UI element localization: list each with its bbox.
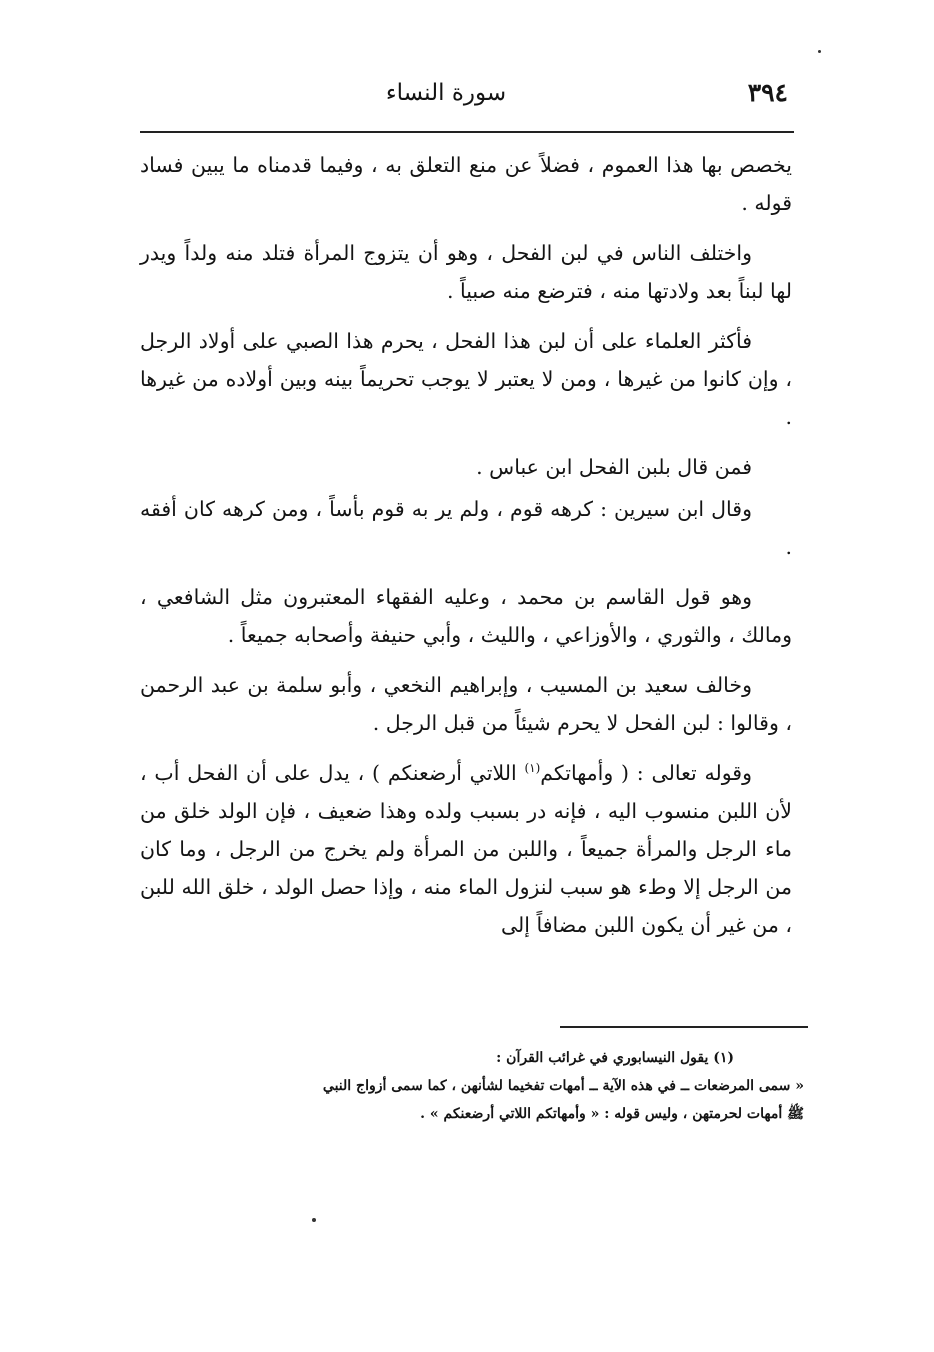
paragraph: وخالف سعيد بن المسيب ، وإبراهيم النخعي ، وأبو سلمة بن عبد الرحمن ، وقالوا : لبن الفحل لا يحرم شيئاً من قبل الرجل .: [140, 673, 792, 735]
paragraph-text-end: اللاتي أرضعنكم ) ، يدل على أن الفحل أب ، لأن اللبن منسوب اليه ، فإنه در بسبب ولده وهذا ضعيف ، فإن الولد خلق من ماء الرجل والمرأة جميعاً ، واللبن من المرأة ولم يخرج من الرجل ، وما كان من الرجل إلا وطء هو سبب لنزول الماء منه ، وإذا حصل الولد ، خلق الله للبن ، من غير أن يكون اللبن مضافاً إلى: [140, 761, 792, 937]
page-number: ٣٩٤: [747, 78, 788, 107]
paragraph-text-start: وقوله تعالى : ( وأمهاتكم: [540, 761, 752, 785]
paragraph: واختلف الناس في لبن الفحل ، وهو أن يتزوج المرأة فتلد منه ولداً ويدر لها لبناً بعد ولادتها منه ، فترضع منه صبياً .: [140, 241, 792, 303]
running-title: سورة النساء: [385, 80, 507, 106]
footnote-reference: (١): [524, 761, 541, 776]
footnote-line: ﷺ أمهات لحرمتهن ، وليس قوله : « وأمهاتكم اللاتي أرضعنكم » .: [420, 1106, 804, 1122]
paragraph-with-footnote: [140, 754, 792, 944]
paragraph: يخصص بها هذا العموم ، فضلاً عن منع التعلق به ، وفيما قدمناه ما يبين فساد قوله .: [140, 153, 792, 215]
footnotes: [140, 1044, 804, 1128]
page-header: [140, 78, 792, 118]
paragraph: وهو قول القاسم بن محمد ، وعليه الفقهاء المعتبرون مثل الشافعي ، ومالك ، والثوري ، والأوزاعي ، والليث ، وأبي حنيفة وأصحابه جميعاً .: [140, 585, 792, 647]
header-divider: [140, 131, 794, 133]
main-text: [140, 146, 792, 956]
paragraph: فمن قال بلبن الفحل ابن عباس .: [476, 455, 752, 479]
paragraph: فأكثر العلماء على أن لبن هذا الفحل ، يحرم هذا الصبي على أولاد الرجل ، وإن كانوا من غيرها ، ومن لا يعتبر لا يوجب تحريماً بينه وبين أولاده من غيرها .: [140, 329, 792, 429]
footnote-line: « سمى المرضعات ــ في هذه الآية ــ أمهات تفخيما لشأنهن ، كما سمى أزواج النبي: [322, 1078, 804, 1094]
footnote-divider: [560, 1026, 808, 1028]
footnote-line: (١) يقول النيسابوري في غرائب القرآن :: [496, 1050, 734, 1066]
scan-speck: [818, 50, 821, 53]
scan-speck: [312, 1218, 316, 1222]
paragraph: وقال ابن سيرين : كرهه قوم ، ولم ير به قوم بأساً ، ومن كرهه كان أفقه .: [140, 497, 792, 559]
